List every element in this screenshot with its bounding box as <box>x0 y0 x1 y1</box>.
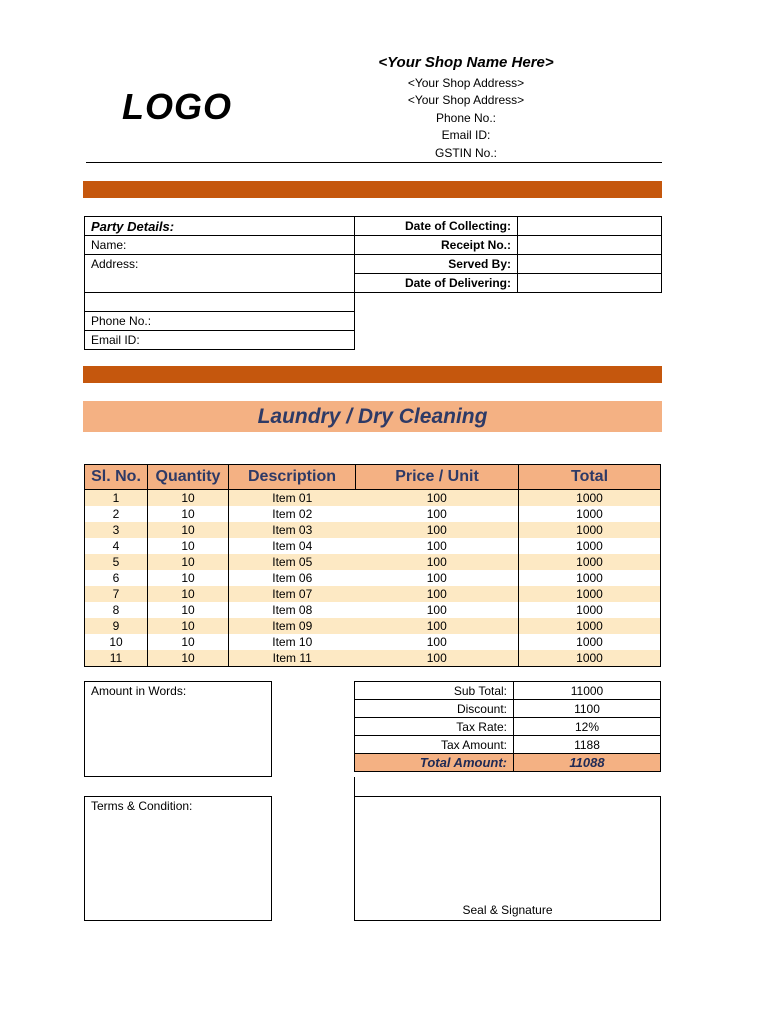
col-header-price-unit: Price / Unit <box>356 465 519 490</box>
cell-description: Item 05 <box>229 554 356 570</box>
cell-price-unit: 100 <box>356 570 519 586</box>
date-delivering-value[interactable] <box>518 274 662 293</box>
cell-price-unit: 100 <box>356 618 519 634</box>
terms-label: Terms & Condition: <box>91 799 193 813</box>
document-title: Laundry / Dry Cleaning <box>83 401 662 432</box>
signature-box[interactable] <box>354 796 661 921</box>
table-row <box>85 634 661 650</box>
shop-phone: Phone No.: <box>435 111 497 125</box>
amount-in-words-label: Amount in Words: <box>91 684 187 698</box>
cell-sl-no: 5 <box>85 554 148 570</box>
cell-sl-no: 11 <box>85 650 148 667</box>
cell-total: 1000 <box>519 618 661 634</box>
table-row <box>85 618 661 634</box>
cell-sl-no: 10 <box>85 634 148 650</box>
cell-description: Item 02 <box>272 507 313 521</box>
cell-quantity: 10 <box>148 538 229 554</box>
table-row <box>85 506 661 522</box>
cell-total: 1000 <box>519 554 661 570</box>
party-details-title: Party Details: <box>85 217 355 236</box>
accent-bar-top <box>83 181 662 198</box>
table-row <box>85 650 661 667</box>
receipt-no-value[interactable] <box>518 236 662 255</box>
party-email-label[interactable]: Email ID: <box>85 331 355 350</box>
cell-total: 1000 <box>519 522 661 538</box>
col-header-quantity: Quantity <box>148 465 229 490</box>
cell-quantity: 10 <box>148 570 229 586</box>
shop-address-2: <Your Shop Address> <box>407 93 525 107</box>
served-by-label: Served By: <box>355 255 518 274</box>
cell-sl-no: 7 <box>85 586 148 602</box>
cell-sl-no: 6 <box>85 570 148 586</box>
cell-description: Item 09 <box>229 618 356 634</box>
cell-sl-no: 1 <box>85 490 148 507</box>
cell-description: Item 11 <box>229 650 356 667</box>
discount-value: 1100 <box>514 700 661 718</box>
sub-total-label: Sub Total: <box>355 682 514 700</box>
cell-price-unit: 100 <box>356 490 519 507</box>
cell-description: Item 03 <box>229 522 356 538</box>
cell-sl-no: 4 <box>85 538 148 554</box>
cell-price-unit: 100 <box>356 522 519 538</box>
cell-quantity: 10 <box>148 650 229 667</box>
cell-price-unit: 100 <box>356 506 519 522</box>
cell-description: Item 08 <box>272 603 313 617</box>
cell-quantity: 10 <box>148 522 229 538</box>
cell-total: 1000 <box>519 538 661 554</box>
table-row <box>85 522 661 538</box>
cell-total: 1000 <box>519 570 661 586</box>
cell-price-unit: 100 <box>356 554 519 570</box>
address-label[interactable]: Address: <box>85 255 355 274</box>
cell-total: 1000 <box>519 490 661 507</box>
address-line-3[interactable] <box>85 293 355 312</box>
cell-quantity: 10 <box>148 554 229 570</box>
date-collecting-value[interactable] <box>518 217 662 236</box>
cell-price-unit: 100 <box>356 602 519 618</box>
table-row <box>85 538 661 554</box>
cell-description: Item 04 <box>272 539 313 553</box>
cell-quantity: 10 <box>148 634 229 650</box>
cell-quantity: 10 <box>148 506 229 522</box>
table-row <box>85 490 661 507</box>
cell-price-unit: 100 <box>356 634 519 650</box>
cell-price-unit: 100 <box>356 538 519 554</box>
tax-rate-label: Tax Rate: <box>355 718 514 736</box>
cell-sl-no: 2 <box>85 506 148 522</box>
cell-total: 1000 <box>519 634 661 650</box>
shop-email: Email ID: <box>441 128 491 142</box>
tax-rate-value: 12% <box>514 718 661 736</box>
cell-quantity: 10 <box>148 586 229 602</box>
tax-amount-label: Tax Amount: <box>355 736 514 754</box>
cell-price-unit: 100 <box>356 586 519 602</box>
accent-bar-middle <box>83 366 662 383</box>
col-header-description: Description <box>229 465 356 490</box>
amount-in-words-box[interactable] <box>84 681 272 777</box>
served-by-value[interactable] <box>518 255 662 274</box>
cell-sl-no: 8 <box>85 602 148 618</box>
terms-box[interactable] <box>84 796 272 921</box>
table-row <box>85 586 661 602</box>
sub-total-value: 11000 <box>514 682 661 700</box>
cell-description: Item 01 <box>229 490 356 507</box>
header-divider <box>86 162 662 163</box>
col-header-sl-no: Sl. No. <box>85 465 148 490</box>
cell-description: Item 07 <box>229 586 356 602</box>
name-label[interactable]: Name: <box>85 236 355 255</box>
address-line-2[interactable] <box>85 274 355 293</box>
cell-sl-no: 3 <box>85 522 148 538</box>
cell-total: 1000 <box>519 586 661 602</box>
cell-total: 1000 <box>519 602 661 618</box>
tax-amount-value: 1188 <box>514 736 661 754</box>
cell-description: Item 06 <box>272 571 313 585</box>
shop-name: <Your Shop Name Here> <box>378 54 554 71</box>
cell-price-unit: 100 <box>356 650 519 667</box>
seal-signature-label: Seal & Signature <box>462 903 553 917</box>
cell-quantity: 10 <box>148 490 229 507</box>
receipt-no-label: Receipt No.: <box>355 236 518 255</box>
cell-quantity: 10 <box>148 618 229 634</box>
totals-table <box>354 681 661 772</box>
total-amount-label: Total Amount: <box>355 754 514 772</box>
signature-connector <box>354 777 355 796</box>
date-delivering-label: Date of Delivering: <box>355 274 518 293</box>
party-phone-label[interactable]: Phone No.: <box>85 312 355 331</box>
cell-total: 1000 <box>519 650 661 667</box>
cell-total: 1000 <box>519 506 661 522</box>
items-table <box>84 464 661 667</box>
logo: LOGO <box>122 86 232 127</box>
table-row <box>85 570 661 586</box>
discount-label: Discount: <box>355 700 514 718</box>
col-header-total: Total <box>519 465 661 490</box>
cell-description: Item 10 <box>272 635 313 649</box>
party-details-table <box>84 216 662 350</box>
shop-gstin: GSTIN No.: <box>434 146 497 160</box>
table-row <box>85 602 661 618</box>
total-amount-value: 11088 <box>514 754 661 772</box>
cell-quantity: 10 <box>148 602 229 618</box>
table-row <box>85 554 661 570</box>
shop-address-1: <Your Shop Address> <box>407 76 525 90</box>
date-collecting-label: Date of Collecting: <box>355 217 518 236</box>
cell-sl-no: 9 <box>85 618 148 634</box>
